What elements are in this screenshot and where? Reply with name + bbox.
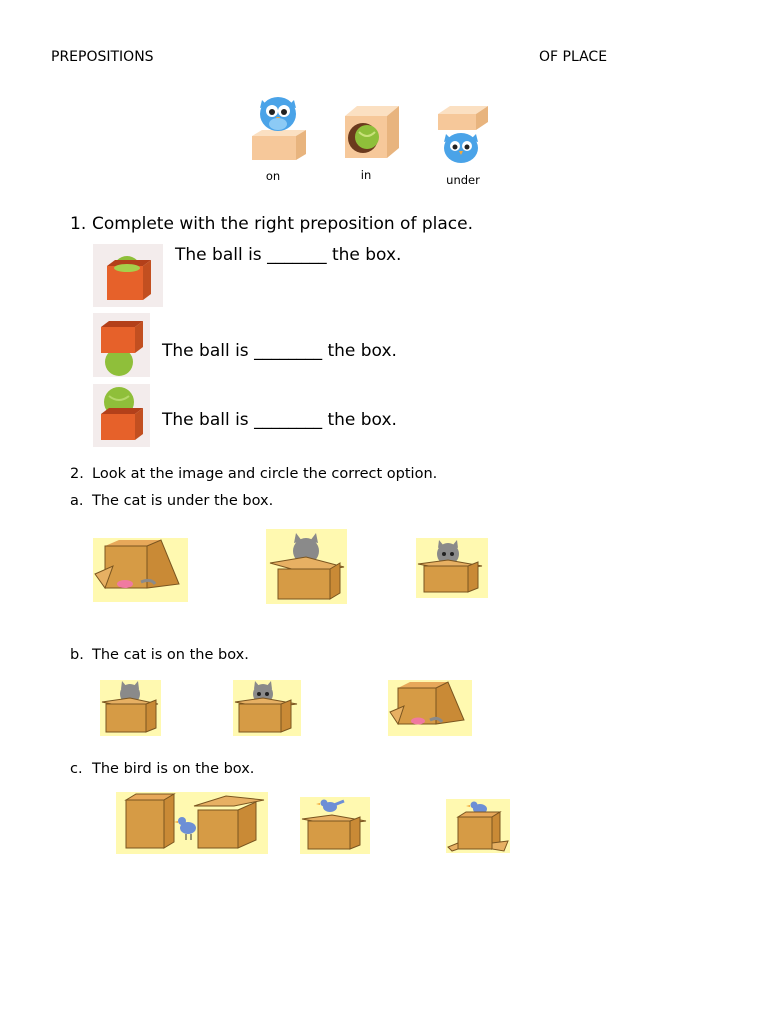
exercise-1-item-2: The ball is ________ the box.: [162, 341, 397, 361]
option-2c-bird-on-closed-box[interactable]: [446, 799, 510, 853]
option-2a-cat-under-box[interactable]: [93, 538, 188, 602]
ball-in-box-picture: [93, 244, 163, 307]
exercise-2b-heading: [70, 647, 249, 663]
legend-label-in: in: [360, 168, 372, 182]
exercise-1-instruction: Complete with the right preposition of place.: [92, 214, 473, 234]
exercise-1-heading: [70, 214, 473, 234]
exercise-2-number: 2.: [70, 466, 84, 482]
exercise-2c-letter: c.: [70, 761, 83, 777]
option-2c-bird-on-box[interactable]: [300, 797, 370, 854]
exercise-2-instruction: Look at the image and circle the correct option.: [92, 466, 438, 482]
legend-label-on: on: [265, 169, 281, 183]
option-2b-cat-under-box[interactable]: [388, 680, 472, 736]
exercise-2c-heading: [70, 761, 254, 777]
exercise-2a-letter: a.: [70, 493, 84, 509]
option-2b-cat-in-box[interactable]: [100, 680, 161, 736]
ball-under-box-picture: [93, 313, 150, 377]
title-of-place: OF PLACE: [539, 49, 608, 65]
option-2b-cat-in-box-2[interactable]: [233, 680, 301, 736]
option-2c-bird-between-boxes[interactable]: [116, 792, 268, 854]
exercise-2-heading: [70, 466, 437, 482]
exercise-2b-text: The cat is on the box.: [92, 647, 249, 663]
owl-on-box-picture: [248, 94, 310, 164]
title-prepositions: PREPOSITIONS: [51, 49, 154, 65]
exercise-1-item-3: The ball is ________ the box.: [162, 410, 397, 430]
option-2a-cat-in-box[interactable]: [266, 529, 347, 604]
option-2a-cat-in-box-2[interactable]: [416, 538, 488, 598]
exercise-2a-heading: [70, 493, 273, 509]
exercise-1-item-1: The ball is _______ the box.: [175, 245, 402, 265]
legend-label-under: under: [446, 173, 480, 187]
exercise-2c-text: The bird is on the box.: [92, 761, 255, 777]
exercise-2b-letter: b.: [70, 647, 84, 663]
exercise-2a-text: The cat is under the box.: [92, 493, 274, 509]
exercise-1-number: 1.: [70, 214, 87, 234]
owl-under-box-picture: [434, 104, 492, 166]
ball-in-box-picture: [341, 104, 403, 162]
ball-on-box-picture: [93, 384, 150, 447]
